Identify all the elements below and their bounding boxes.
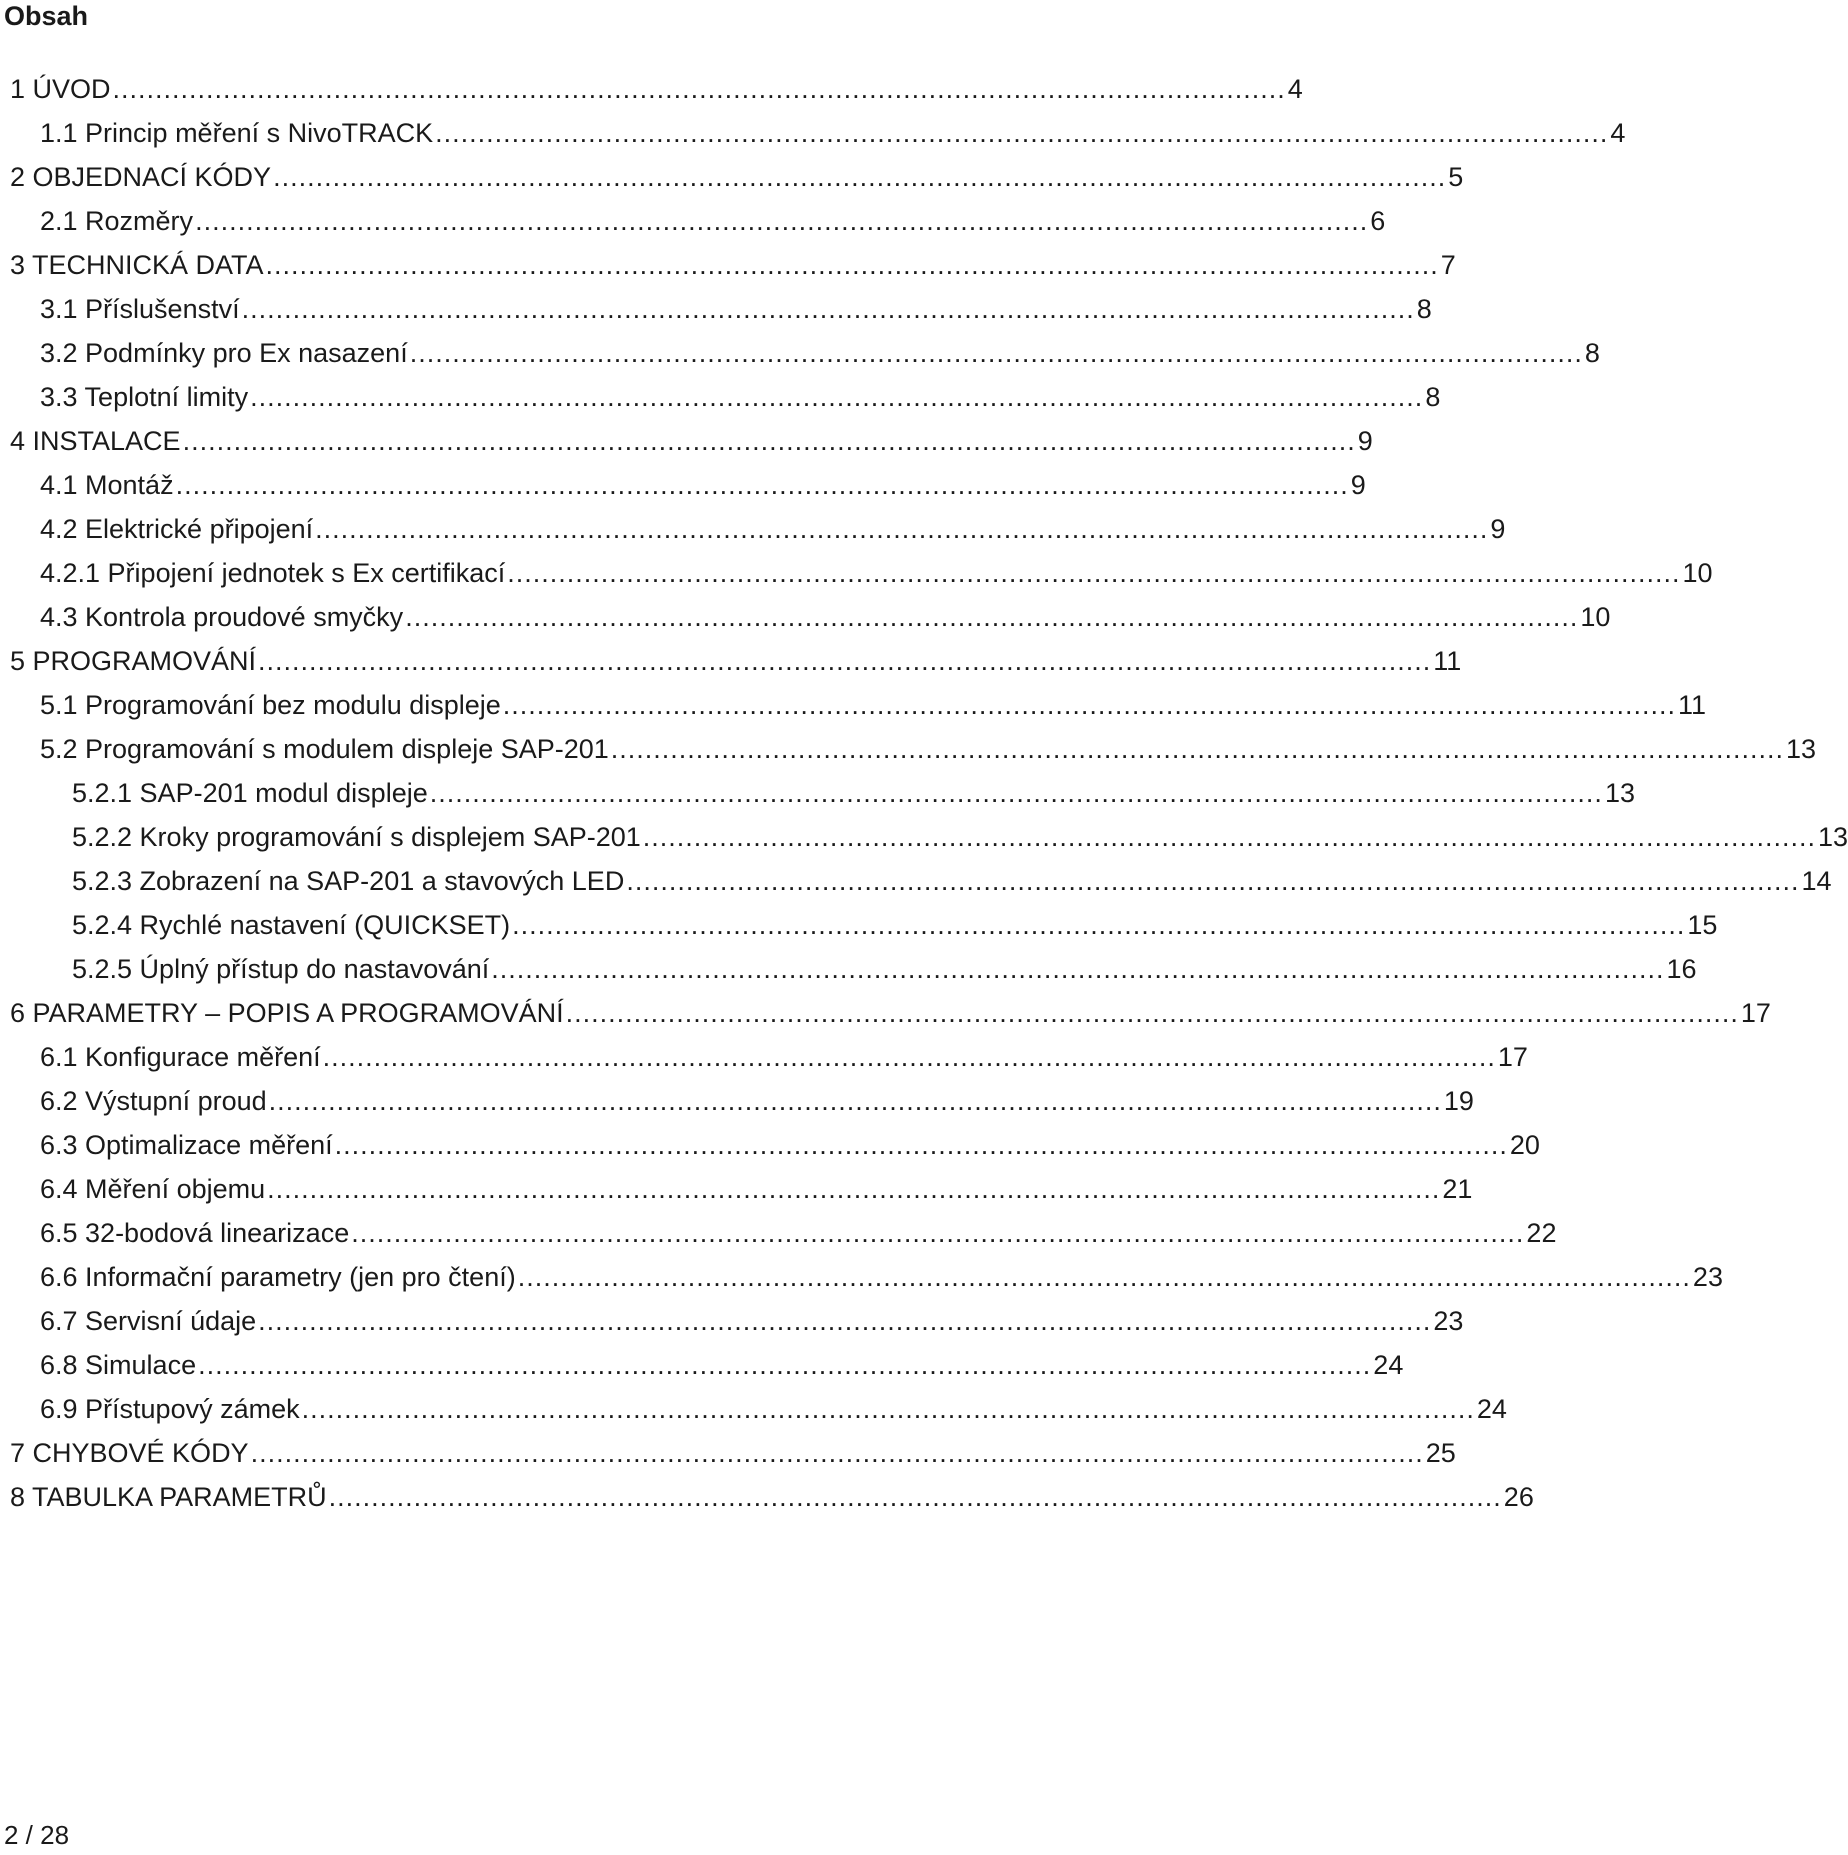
toc-dot-leader: .......................................................................................................................................... bbox=[198, 1350, 1372, 1380]
toc-entry-label: 5.2.2 Kroky programování s displejem SAP-201 bbox=[72, 822, 641, 852]
toc-entry-page: 22 bbox=[1526, 1218, 1557, 1248]
toc-dot-leader: .......................................................................................................................................... bbox=[267, 1174, 1441, 1204]
toc-entry-page: 23 bbox=[1433, 1306, 1464, 1336]
toc-dot-leader: .......................................................................................................................................... bbox=[301, 1394, 1475, 1424]
toc-entry-label: 6.3 Optimalizace měření bbox=[40, 1130, 333, 1160]
toc-entry-page: 10 bbox=[1580, 602, 1611, 632]
toc-entry-label: 3.2 Podmínky pro Ex nasazení bbox=[40, 338, 408, 368]
toc-entry-label: 4.3 Kontrola proudové smyčky bbox=[40, 602, 404, 632]
toc-entry[interactable] bbox=[40, 1211, 1557, 1255]
toc-entry-page: 11 bbox=[1433, 646, 1462, 676]
toc-entry[interactable] bbox=[10, 419, 1373, 463]
toc-entry[interactable] bbox=[40, 1035, 1528, 1079]
toc-entry-label: 2 OBJEDNACÍ KÓDY bbox=[10, 162, 272, 192]
toc-entry[interactable] bbox=[40, 727, 1817, 771]
toc-dot-leader: .......................................................................................................................................... bbox=[565, 998, 1739, 1028]
toc-dot-leader: .......................................................................................................................................... bbox=[250, 1438, 1424, 1468]
toc-entry-page: 24 bbox=[1476, 1394, 1507, 1424]
toc-entry-page: 8 bbox=[1584, 338, 1600, 368]
toc-entry-label: 6.9 Přístupový zámek bbox=[40, 1394, 300, 1424]
toc-entry-page: 13 bbox=[1786, 734, 1817, 764]
toc-entry[interactable] bbox=[72, 815, 1848, 859]
toc-entry-label: 4.2.1 Připojení jednotek s Ex certifikací bbox=[40, 558, 506, 588]
toc-entry[interactable] bbox=[40, 1299, 1464, 1343]
toc-entry-label: 6.8 Simulace bbox=[40, 1350, 197, 1380]
toc-entry[interactable] bbox=[10, 155, 1464, 199]
toc-entry-page: 9 bbox=[1357, 426, 1373, 456]
toc-entry-page: 9 bbox=[1490, 514, 1506, 544]
toc-dot-leader: .......................................................................................................................................... bbox=[507, 558, 1681, 588]
toc-entry-page: 24 bbox=[1373, 1350, 1404, 1380]
toc-dot-leader: .......................................................................................................................................... bbox=[517, 1262, 1691, 1292]
toc-entry-label: 5.2.4 Rychlé nastavení (QUICKSET) bbox=[72, 910, 511, 940]
toc-dot-leader: .......................................................................................................................................... bbox=[258, 1306, 1432, 1336]
toc-entry[interactable] bbox=[10, 1475, 1534, 1519]
toc-entry[interactable] bbox=[72, 947, 1697, 991]
toc-entry-label: 6.6 Informační parametry (jen pro čtení) bbox=[40, 1262, 516, 1292]
toc-entry-page: 19 bbox=[1443, 1086, 1474, 1116]
toc-entry-page: 20 bbox=[1509, 1130, 1540, 1160]
toc-dot-leader: .......................................................................................................................................... bbox=[642, 822, 1816, 852]
toc-entry-label: 5.2.1 SAP-201 modul displeje bbox=[72, 778, 428, 808]
toc-entry-page: 25 bbox=[1425, 1438, 1456, 1468]
toc-entry-page: 8 bbox=[1425, 382, 1441, 412]
toc-entry-page: 15 bbox=[1687, 910, 1718, 940]
toc-entry-label: 1.1 Princip měření s NivoTRACK bbox=[40, 118, 434, 148]
toc-dot-leader: .......................................................................................................................................... bbox=[250, 382, 1424, 412]
toc-dot-leader: .......................................................................................................................................... bbox=[195, 206, 1369, 236]
toc-entry-label: 6.7 Servisní údaje bbox=[40, 1306, 257, 1336]
toc-dot-leader: .......................................................................................................................................... bbox=[435, 118, 1609, 148]
toc-dot-leader: .......................................................................................................................................... bbox=[273, 162, 1447, 192]
toc-entry-page: 4 bbox=[1287, 74, 1303, 104]
toc-entry-label: 2.1 Rozměry bbox=[40, 206, 194, 236]
toc-entry-page: 16 bbox=[1666, 954, 1697, 984]
toc-entry-label: 3.3 Teplotní limity bbox=[40, 382, 249, 412]
toc-entry-label: 1 ÚVOD bbox=[10, 74, 111, 104]
toc-entry-label: 4.2 Elektrické připojení bbox=[40, 514, 314, 544]
toc-entry-label: 6.5 32-bodová linearizace bbox=[40, 1218, 350, 1248]
toc-entry[interactable] bbox=[40, 507, 1506, 551]
toc-entry-page: 26 bbox=[1503, 1482, 1534, 1512]
toc-entry-label: 3 TECHNICKÁ DATA bbox=[10, 250, 264, 280]
toc-entry-page: 8 bbox=[1416, 294, 1432, 324]
toc-entry[interactable] bbox=[40, 551, 1713, 595]
toc-entry[interactable] bbox=[40, 375, 1441, 419]
toc-entry[interactable] bbox=[40, 595, 1611, 639]
toc-dot-leader: .......................................................................................................................................... bbox=[610, 734, 1784, 764]
toc-entry-label: 5.2.3 Zobrazení na SAP-201 a stavových LED bbox=[72, 866, 625, 896]
toc-dot-leader: .......................................................................................................................................... bbox=[175, 470, 1349, 500]
toc-entry[interactable] bbox=[10, 991, 1771, 1035]
toc-entry-label: 6.1 Konfigurace měření bbox=[40, 1042, 321, 1072]
toc-dot-leader: .......................................................................................................................................... bbox=[322, 1042, 1496, 1072]
toc-entry-page: 4 bbox=[1610, 118, 1626, 148]
toc-dot-leader: .......................................................................................................................................... bbox=[429, 778, 1603, 808]
toc-entry-page: 23 bbox=[1692, 1262, 1723, 1292]
toc-entry-page: 17 bbox=[1740, 998, 1771, 1028]
toc-entry-page: 17 bbox=[1497, 1042, 1528, 1072]
toc-dot-leader: .......................................................................................................................................... bbox=[626, 866, 1800, 896]
toc-dot-leader: .......................................................................................................................................... bbox=[512, 910, 1686, 940]
toc-entry-label: 5.1 Programování bez modulu displeje bbox=[40, 690, 501, 720]
toc-entry[interactable] bbox=[40, 1255, 1723, 1299]
toc-entry-label: 3.1 Příslušenství bbox=[40, 294, 240, 324]
toc-entry-page: 13 bbox=[1604, 778, 1635, 808]
toc-entry[interactable] bbox=[40, 199, 1386, 243]
toc-entry-label: 5 PROGRAMOVÁNÍ bbox=[10, 646, 257, 676]
toc-dot-leader: .......................................................................................................................................... bbox=[502, 690, 1676, 720]
toc-dot-leader: .......................................................................................................................................... bbox=[409, 338, 1583, 368]
toc-entry-page: 7 bbox=[1440, 250, 1456, 280]
toc-entry-page: 13 bbox=[1817, 822, 1848, 852]
toc-dot-leader: .......................................................................................................................................... bbox=[268, 1086, 1442, 1116]
toc-entry[interactable] bbox=[40, 1387, 1507, 1431]
toc-entry[interactable] bbox=[10, 67, 1303, 111]
page-title: Obsah bbox=[4, 1, 89, 31]
toc-entry-page: 9 bbox=[1350, 470, 1366, 500]
toc-dot-leader: .......................................................................................................................................... bbox=[334, 1130, 1508, 1160]
toc-entry[interactable] bbox=[40, 1343, 1404, 1387]
toc-entry[interactable] bbox=[10, 1431, 1456, 1475]
toc-entry-label: 7 CHYBOVÉ KÓDY bbox=[10, 1438, 249, 1468]
toc-dot-leader: .......................................................................................................................................... bbox=[265, 250, 1439, 280]
toc-entry-page: 14 bbox=[1801, 866, 1832, 896]
toc-entry[interactable] bbox=[40, 463, 1366, 507]
toc-entry-label: 4 INSTALACE bbox=[10, 426, 181, 456]
toc-dot-leader: .......................................................................................................................................... bbox=[241, 294, 1415, 324]
toc-dot-leader: .......................................................................................................................................... bbox=[491, 954, 1665, 984]
toc-entry-label: 6 PARAMETRY – POPIS A PROGRAMOVÁNÍ bbox=[10, 998, 564, 1028]
toc-dot-leader: .......................................................................................................................................... bbox=[351, 1218, 1525, 1248]
toc-entry[interactable] bbox=[72, 771, 1635, 815]
toc-entry-label: 5.2 Programování s modulem displeje SAP-201 bbox=[40, 734, 609, 764]
toc-entry-label: 5.2.5 Úplný přístup do nastavování bbox=[72, 954, 490, 984]
toc-entry[interactable] bbox=[40, 287, 1432, 331]
toc-entry-label: 6.2 Výstupní proud bbox=[40, 1086, 267, 1116]
toc-dot-leader: .......................................................................................................................................... bbox=[328, 1482, 1502, 1512]
toc-dot-leader: .......................................................................................................................................... bbox=[405, 602, 1579, 632]
toc-dot-leader: .......................................................................................................................................... bbox=[258, 646, 1432, 676]
toc-dot-leader: .......................................................................................................................................... bbox=[182, 426, 1356, 456]
toc-entry-page: 6 bbox=[1370, 206, 1386, 236]
toc-entry-label: 8 TABULKA PARAMETRŮ bbox=[10, 1482, 327, 1512]
toc-entry[interactable] bbox=[40, 331, 1600, 375]
toc-entry-label: 4.1 Montáž bbox=[40, 470, 174, 500]
toc-entry-page: 5 bbox=[1448, 162, 1464, 192]
toc-entry[interactable] bbox=[40, 111, 1626, 155]
toc-entry[interactable] bbox=[10, 639, 1462, 683]
toc-entry[interactable] bbox=[40, 683, 1707, 727]
toc-entry[interactable] bbox=[10, 243, 1456, 287]
toc-dot-leader: .......................................................................................................................................... bbox=[315, 514, 1489, 544]
toc-entry[interactable] bbox=[40, 1123, 1540, 1167]
page-number: 2 / 28 bbox=[4, 1820, 70, 1850]
toc-entry-page: 11 bbox=[1677, 690, 1707, 720]
toc-entry[interactable] bbox=[72, 859, 1832, 903]
toc-entry[interactable] bbox=[40, 1079, 1474, 1123]
toc-entry-label: 6.4 Měření objemu bbox=[40, 1174, 266, 1204]
toc-entry-page: 21 bbox=[1442, 1174, 1473, 1204]
toc-entry[interactable] bbox=[72, 903, 1718, 947]
toc-dot-leader: .......................................................................................................................................... bbox=[112, 74, 1286, 104]
toc-entry[interactable] bbox=[40, 1167, 1473, 1211]
toc-entry-page: 10 bbox=[1682, 558, 1713, 588]
